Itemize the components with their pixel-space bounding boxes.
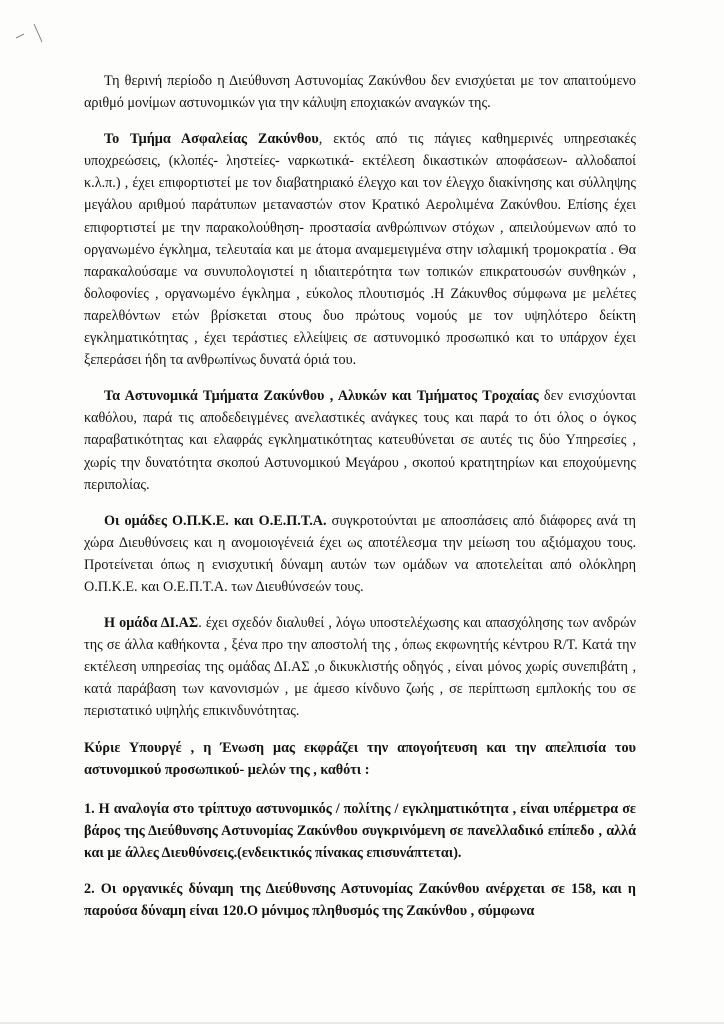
paragraph-intro [84, 70, 636, 114]
security-dept-text: , εκτός από τις πάγιες καθημερινές υπηρεσιακές υποχρεώσεις, (κλοπές- ληστείες- ναρκωτικά- εκτέλεση δικαστικών αποφάσεων- αλλοδαποί κ.λ.π.) , έχει επιφορτιστεί με τον διαβατηριακό έλεγχο και τον έλεγχο διακίνησης και σύλληψης μεγάλου αριθμού παράτυπων μεταναστών στον Κρατικό Αερολιμένα Ζακύνθου. Επίσης έχει επιφορτιστεί με την παρακολούθηση- προστασία ανθρώπινων στόχων , απειλούμενων από το οργανωμένο έγκλημα, τελευταία και με άτομα αναμεμειγμένα στην ισλαμική τρομοκρατία . Θα παρακαλούσαμε να συνυπολογιστεί η ιδιαιτερότητα των τοπικών επικρατουσών συνθηκών , δολοφονίες , οργανωμένο έγκλημα , εύκολος πλουτισμός .Η Ζάκυνθος σύμφωνα με μελέτες παρελθόντων ετών βρίσκεται στους δυο πρώτους νομούς με τον υψηλότερο δείκτη εγκληματικότητας , έχει τεράστιες ελλείψεις σε αστυνομικό προσωπικό και το υπάρχον έχει ξεπεράσει ήδη τα ανθρωπίνως δυνατά όριά του. [84, 131, 636, 369]
opke-oepta-text: συγκροτούνται με αποσπάσεις από διάφορες ανά τη χώρα Διευθύνσεις και η ανομοιογένειά έχει ως αποτέλεσμα την μείωση του αξιόμαχου τους. Προτείνεται όπως η ενισχυτική δύναμη αυτών των ομάδων να αποτελείται από ολόκληρη Ο.Π.Κ.Ε. και Ο.Ε.Π.Τ.Α. των Διευθύνσεών τους. [84, 512, 636, 595]
paragraph-minister-address [84, 737, 636, 781]
list-item-2 [84, 878, 636, 922]
list-item-1 [84, 798, 636, 864]
paragraph-dias [84, 612, 636, 722]
document-body [84, 70, 636, 922]
security-dept-heading: Το Τμήμα Ασφαλείας Ζακύνθου [104, 131, 319, 148]
police-depts-heading: Τα Αστυνομικά Τμήματα Ζακύνθου , Αλυκών και Τμήματος Τροχαίας [104, 388, 539, 405]
dias-heading: Η ομάδα ΔΙ.ΑΣ [104, 615, 199, 632]
paragraph-police-depts [84, 385, 636, 495]
dias-text: . έχει σχεδόν διαλυθεί , λόγω υποστελέχωσης και απασχόλησης των ανδρών της σε άλλα καθήκοντα , ξένα προ την αποστολή της , όπως εκφωνητής κέντρου R/T. Κατά την εκτέλεση υπηρεσίας της ομάδας ΔΙ.ΑΣ ,ο δικυκλιστής οδηγός , είναι μόνος χωρίς συνεπιβάτη , κατά παράβαση των κανονισμών , με άμεσο κίνδυνο ζωής , σε περίπτωση εμπλοκής του σε περιστατικό υψηλής επικινδυνότητας. [84, 615, 636, 720]
list-item-2-text: 2. Οι οργανικές δύναμη της Διεύθυνσης Αστυνομίας Ζακύνθου ανέρχεται σε 158, και η παρούσα δύναμη είναι 120.Ο μόνιμος πληθυσμός της Ζακύνθου , σύμφωνα [84, 881, 636, 920]
police-depts-text: δεν ενισχύονται καθόλου, παρά τις αποδεδειγμένες ανελαστικές ανάγκες τους και παρά το ότι όλος ο όγκος παραβατικότητας και ελαφράς εγκληματικότητας κατευθύνεται σε αυτές τις δύο Υπηρεσίες , χωρίς την δυνατότητα σκοπού Αστυνομικού Μεγάρου , σκοπού κρατητηρίων και εποχούμενης περιπολίας. [84, 388, 636, 493]
scan-mark-icon [12, 20, 52, 50]
paragraph-opke-oepta [84, 510, 636, 598]
opke-oepta-heading: Οι ομάδες Ο.Π.Κ.Ε. και Ο.Ε.Π.Τ.Α. [104, 512, 327, 529]
paragraph-security-dept [84, 128, 636, 371]
minister-address-text: Κύριε Υπουργέ , η Ένωση μας εκφράζει την απογοήτευση και την απελπισία του αστυνομικού προσωπικού- μελών της , καθότι : [84, 739, 636, 778]
list-item-1-text: 1. Η αναλογία στο τρίπτυχο αστυνομικός / πολίτης / εγκληματικότητα , είναι υπέρμετρα σε βάρος της Διεύθυνσης Αστυνομίας Ζακύνθου συγκρινόμενη σε πανελλαδικό επίπεδο , αλλά και με άλλες Διευθύνσεις.(ενδεικτικός πίνακας επισυνάπτεται). [84, 800, 636, 861]
paragraph-intro-text: Τη θερινή περίοδο η Διεύθυνση Αστυνομίας Ζακύνθου δεν ενισχύεται με τον απαιτούμενο αριθμό μονίμων αστυνομικών για την κάλυψη εποχιακών αναγκών της. [84, 73, 636, 112]
